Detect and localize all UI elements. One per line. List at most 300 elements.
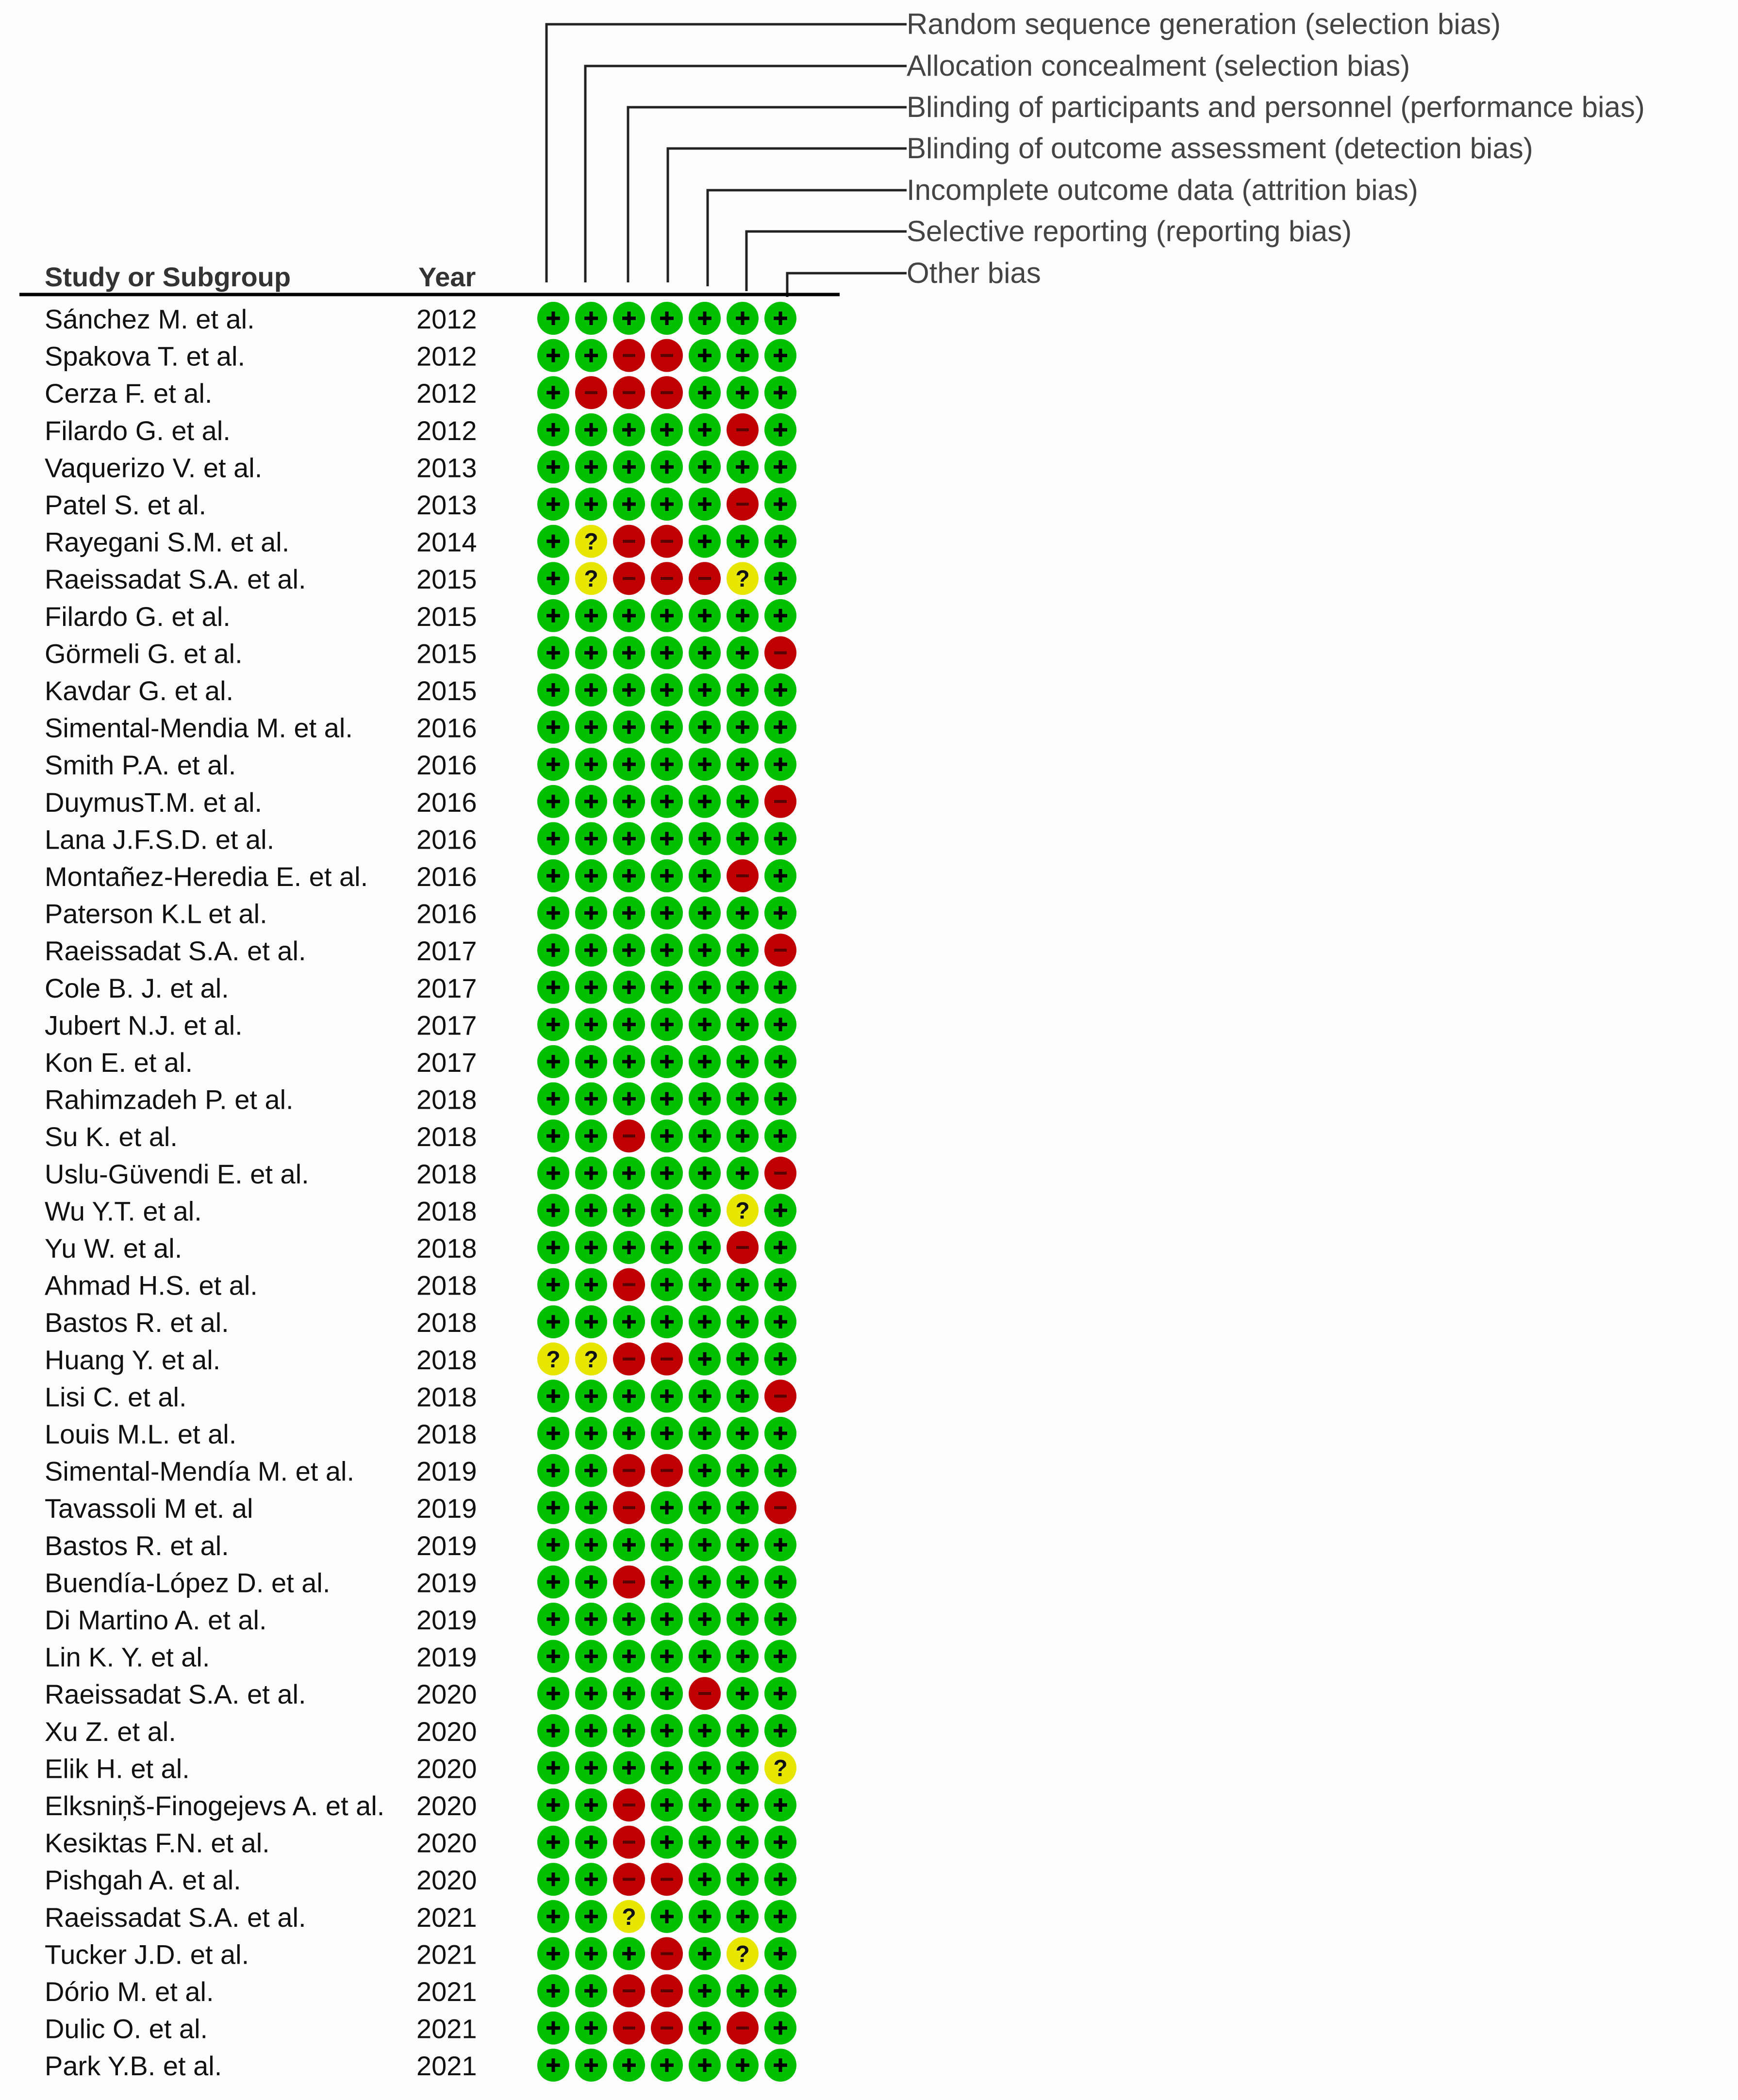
svg-text:?: ? [735,566,750,592]
low-risk-icon [575,1788,607,1821]
low-risk-icon [764,562,796,595]
low-risk-icon [689,1565,721,1598]
low-risk-icon [689,1379,721,1412]
table-row [45,1231,796,1264]
low-risk-icon [689,2012,721,2045]
low-risk-icon [613,2049,645,2082]
high-risk-icon [727,413,759,446]
study-year: 2019 [416,1605,477,1635]
low-risk-icon [727,1343,759,1376]
low-risk-icon [651,711,683,744]
low-risk-icon [651,934,683,967]
low-risk-icon [689,599,721,632]
domain-bracket-line [546,24,907,282]
table-row [45,636,796,669]
low-risk-icon [575,1677,607,1710]
study-year: 2021 [416,2013,477,2044]
high-risk-icon [613,1826,645,1859]
study-name: Tucker J.D. et al. [45,1939,249,1970]
low-risk-icon [651,1714,683,1747]
low-risk-icon [727,711,759,744]
domain-brackets [546,8,1645,297]
high-risk-icon [651,1937,683,1970]
low-risk-icon [764,859,796,892]
low-risk-icon [537,1491,569,1524]
low-risk-icon [613,1528,645,1561]
low-risk-icon [689,636,721,669]
unclear-risk-icon [727,562,759,595]
low-risk-icon [727,1677,759,1710]
domain-label: Selective reporting (reporting bias) [907,215,1352,247]
study-name: Bastos R. et al. [45,1307,229,1338]
low-risk-icon [764,1900,796,1933]
low-risk-icon [764,822,796,855]
low-risk-icon [575,1231,607,1264]
high-risk-icon [613,1788,645,1821]
low-risk-icon [613,1937,645,1970]
domain-label: Incomplete outcome data (attrition bias) [907,174,1418,206]
low-risk-icon [575,1454,607,1487]
low-risk-icon [537,2012,569,2045]
low-risk-icon [575,1528,607,1561]
high-risk-icon [613,562,645,595]
study-name: Park Y.B. et al. [45,2051,222,2082]
low-risk-icon [613,599,645,632]
study-year: 2013 [416,490,477,520]
low-risk-icon [651,413,683,446]
low-risk-icon [651,1194,683,1227]
low-risk-icon [575,1937,607,1970]
study-name: Lisi C. et al. [45,1381,187,1412]
low-risk-icon [651,897,683,930]
low-risk-icon [537,1900,569,1933]
low-risk-icon [764,1974,796,2007]
low-risk-icon [575,1863,607,1896]
low-risk-icon [727,636,759,669]
low-risk-icon [613,1379,645,1412]
low-risk-icon [689,897,721,930]
low-risk-icon [537,562,569,595]
low-risk-icon [689,748,721,781]
low-risk-icon [651,1008,683,1041]
low-risk-icon [613,934,645,967]
high-risk-icon [651,1863,683,1896]
study-year: 2012 [416,341,477,372]
study-year: 2018 [416,1344,477,1375]
low-risk-icon [764,1937,796,1970]
low-risk-icon [764,599,796,632]
low-risk-icon [575,1194,607,1227]
high-risk-icon [651,525,683,558]
study-year: 2012 [416,304,477,334]
low-risk-icon [727,1305,759,1338]
low-risk-icon [689,1268,721,1301]
low-risk-icon [613,1751,645,1784]
study-year: 2019 [416,1456,477,1487]
study-name: Filardo G. et al. [45,415,231,446]
high-risk-icon [764,636,796,669]
table-row [45,488,796,521]
low-risk-icon [764,376,796,409]
study-name: Vaquerizo V. et al. [45,452,263,483]
high-risk-icon [651,1974,683,2007]
study-name: Montañez-Heredia E. et al. [45,861,368,892]
low-risk-icon [727,339,759,372]
table-row [45,1714,796,1747]
study-name: Elksniņš-Finogejevs A. et al. [45,1790,385,1821]
high-risk-icon [651,339,683,372]
low-risk-icon [689,302,721,335]
domain-label: Blinding of outcome assessment (detection bias) [907,132,1533,164]
low-risk-icon [764,1714,796,1747]
study-year: 2017 [416,972,477,1003]
low-risk-icon [689,859,721,892]
low-risk-icon [575,1417,607,1450]
study-name: Simental-Mendia M. et al. [45,712,353,743]
study-name: Ahmad H.S. et al. [45,1270,258,1301]
low-risk-icon [689,1714,721,1747]
study-name: Tavassoli M et. al [45,1493,253,1524]
low-risk-icon [764,1454,796,1487]
study-year: 2015 [416,638,477,669]
high-risk-icon [613,525,645,558]
low-risk-icon [575,1603,607,1636]
study-year: 2018 [416,1233,477,1263]
study-year: 2015 [416,564,477,595]
high-risk-icon [689,562,721,595]
study-year: 2018 [416,1419,477,1449]
study-column-header: Study or Subgroup [45,262,291,292]
study-name: Lin K. Y. et al. [45,1641,210,1673]
study-year: 2012 [416,415,477,446]
study-year: 2020 [416,1865,477,1896]
low-risk-icon [537,1937,569,1970]
low-risk-icon [727,785,759,818]
table-row [45,1863,796,1896]
low-risk-icon [613,488,645,521]
table-row [45,1119,796,1152]
low-risk-icon [537,1454,569,1487]
low-risk-icon [537,450,569,483]
low-risk-icon [689,1528,721,1561]
svg-text:?: ? [735,1941,750,1968]
study-name: Raeissadat S.A. et al. [45,564,306,595]
low-risk-icon [727,1119,759,1152]
study-year: 2021 [416,1902,477,1933]
study-name: Di Martino A. et al. [45,1605,267,1635]
low-risk-icon [537,1157,569,1190]
table-row [45,822,796,855]
low-risk-icon [575,599,607,632]
low-risk-icon [764,488,796,521]
study-name: Patel S. et al. [45,490,207,520]
low-risk-icon [537,822,569,855]
low-risk-icon [537,1863,569,1896]
table-row [45,599,796,632]
low-risk-icon [689,1231,721,1264]
table-row [45,1268,796,1301]
low-risk-icon [575,1157,607,1190]
low-risk-icon [764,413,796,446]
low-risk-icon [575,2049,607,2082]
low-risk-icon [537,673,569,706]
low-risk-icon [651,1751,683,1784]
high-risk-icon [651,376,683,409]
low-risk-icon [537,1528,569,1561]
low-risk-icon [575,1045,607,1078]
low-risk-icon [575,1565,607,1598]
unclear-risk-icon [575,1343,607,1376]
low-risk-icon [537,1008,569,1041]
low-risk-icon [764,1194,796,1227]
low-risk-icon [727,1008,759,1041]
low-risk-icon [537,1231,569,1264]
table-row [45,302,796,335]
low-risk-icon [764,339,796,372]
table-row [45,1343,796,1376]
low-risk-icon [575,785,607,818]
low-risk-icon [537,1305,569,1338]
domain-label: Allocation concealment (selection bias) [907,49,1410,82]
low-risk-icon [651,302,683,335]
study-year: 2018 [416,1381,477,1412]
low-risk-icon [575,339,607,372]
low-risk-icon [727,1603,759,1636]
table-row [45,785,796,818]
table-row [45,450,796,483]
low-risk-icon [764,1826,796,1859]
low-risk-icon [575,636,607,669]
low-risk-icon [651,1231,683,1264]
table-row [45,339,796,372]
study-name: Dório M. et al. [45,1976,214,2007]
high-risk-icon [613,1491,645,1524]
low-risk-icon [575,1268,607,1301]
low-risk-icon [537,376,569,409]
domain-label: Other bias [907,257,1041,289]
table-row [45,562,796,595]
low-risk-icon [651,822,683,855]
low-risk-icon [764,1603,796,1636]
low-risk-icon [613,822,645,855]
table-row [45,2049,796,2082]
low-risk-icon [537,1379,569,1412]
low-risk-icon [727,302,759,335]
low-risk-icon [689,339,721,372]
study-name: Rayegani S.M. et al. [45,526,290,558]
low-risk-icon [689,1900,721,1933]
high-risk-icon [727,488,759,521]
study-year: 2015 [416,675,477,706]
table-row [45,1008,796,1041]
low-risk-icon [651,1788,683,1821]
low-risk-icon [689,376,721,409]
low-risk-icon [651,1157,683,1190]
low-risk-icon [613,859,645,892]
svg-text:?: ? [546,1346,561,1373]
low-risk-icon [651,1900,683,1933]
study-year: 2016 [416,824,477,855]
table-row [45,971,796,1004]
low-risk-icon [651,1640,683,1673]
low-risk-icon [651,2049,683,2082]
low-risk-icon [764,302,796,335]
high-risk-icon [764,934,796,967]
low-risk-icon [689,450,721,483]
high-risk-icon [651,1454,683,1487]
study-year: 2018 [416,1307,477,1338]
table-row [45,1751,796,1784]
low-risk-icon [764,1528,796,1561]
low-risk-icon [575,1974,607,2007]
low-risk-icon [613,1305,645,1338]
study-year: 2016 [416,861,477,892]
study-year: 2018 [416,1158,477,1189]
low-risk-icon [651,450,683,483]
low-risk-icon [689,1194,721,1227]
low-risk-icon [651,1379,683,1412]
unclear-risk-icon [613,1900,645,1933]
low-risk-icon [689,1083,721,1116]
low-risk-icon [537,2049,569,2082]
low-risk-icon [651,1603,683,1636]
low-risk-icon [689,1305,721,1338]
low-risk-icon [651,1417,683,1450]
low-risk-icon [727,1454,759,1487]
low-risk-icon [651,1491,683,1524]
low-risk-icon [651,1826,683,1859]
low-risk-icon [689,413,721,446]
low-risk-icon [764,525,796,558]
low-risk-icon [575,1826,607,1859]
table-row [45,1305,796,1338]
low-risk-icon [613,1417,645,1450]
low-risk-icon [689,1491,721,1524]
low-risk-icon [537,1640,569,1673]
low-risk-icon [727,1565,759,1598]
study-year: 2015 [416,601,477,632]
high-risk-icon [613,1343,645,1376]
low-risk-icon [575,1379,607,1412]
low-risk-icon [613,1194,645,1227]
low-risk-icon [613,636,645,669]
low-risk-icon [727,1417,759,1450]
low-risk-icon [651,636,683,669]
low-risk-icon [575,971,607,1004]
study-name: Kesiktas F.N. et al. [45,1827,270,1858]
study-name: Spakova T. et al. [45,341,245,372]
unclear-risk-icon [575,562,607,595]
study-year: 2017 [416,935,477,967]
low-risk-icon [689,525,721,558]
table-row [45,1603,796,1636]
low-risk-icon [689,1417,721,1450]
table-header [19,262,840,295]
low-risk-icon [727,1826,759,1859]
study-year: 2020 [416,1790,477,1821]
table-row [45,1379,796,1412]
study-year: 2016 [416,712,477,743]
low-risk-icon [689,673,721,706]
table-row [45,1640,796,1673]
low-risk-icon [764,1231,796,1264]
study-name: Filardo G. et al. [45,601,231,632]
low-risk-icon [689,785,721,818]
low-risk-icon [727,376,759,409]
study-year: 2019 [416,1641,477,1673]
table-row [45,1157,796,1190]
low-risk-icon [727,822,759,855]
study-year: 2018 [416,1084,477,1115]
domain-label: Random sequence generation (selection bias) [907,8,1501,40]
low-risk-icon [764,1788,796,1821]
low-risk-icon [764,748,796,781]
low-risk-icon [764,971,796,1004]
low-risk-icon [764,1305,796,1338]
high-risk-icon [613,1565,645,1598]
low-risk-icon [537,897,569,930]
high-risk-icon [613,1268,645,1301]
study-name: Cerza F. et al. [45,378,213,409]
table-row [45,1194,796,1227]
study-year: 2014 [416,526,477,558]
low-risk-icon [575,488,607,521]
low-risk-icon [575,897,607,930]
study-name: Uslu-Güvendi E. et al. [45,1158,309,1189]
low-risk-icon [764,2012,796,2045]
high-risk-icon [764,785,796,818]
low-risk-icon [575,302,607,335]
study-name: Lana J.F.S.D. et al. [45,824,275,855]
study-year: 2016 [416,898,477,929]
study-year: 2016 [416,750,477,781]
table-row [45,1528,796,1561]
study-name: Kavdar G. et al. [45,675,234,706]
low-risk-icon [537,1268,569,1301]
low-risk-icon [689,1119,721,1152]
low-risk-icon [651,1268,683,1301]
table-row [45,1565,796,1598]
low-risk-icon [764,1119,796,1152]
unclear-risk-icon [727,1937,759,1970]
low-risk-icon [537,1974,569,2007]
low-risk-icon [613,1603,645,1636]
domain-bracket-line [668,148,907,282]
low-risk-icon [727,1083,759,1116]
low-risk-icon [575,1008,607,1041]
table-row [45,1826,796,1859]
study-name: Bastos R. et al. [45,1530,229,1561]
low-risk-icon [575,1305,607,1338]
table-row [45,934,796,967]
low-risk-icon [689,1603,721,1636]
low-risk-icon [764,450,796,483]
high-risk-icon [575,376,607,409]
study-name: Paterson K.L et al. [45,898,267,929]
low-risk-icon [537,488,569,521]
table-row [45,1454,796,1487]
svg-text:?: ? [584,566,598,592]
high-risk-icon [727,1231,759,1264]
study-name: Su K. et al. [45,1121,178,1152]
low-risk-icon [613,971,645,1004]
study-year: 2019 [416,1567,477,1598]
low-risk-icon [613,413,645,446]
table-row [45,1083,796,1116]
low-risk-icon [613,1083,645,1116]
low-risk-icon [537,934,569,967]
low-risk-icon [689,2049,721,2082]
